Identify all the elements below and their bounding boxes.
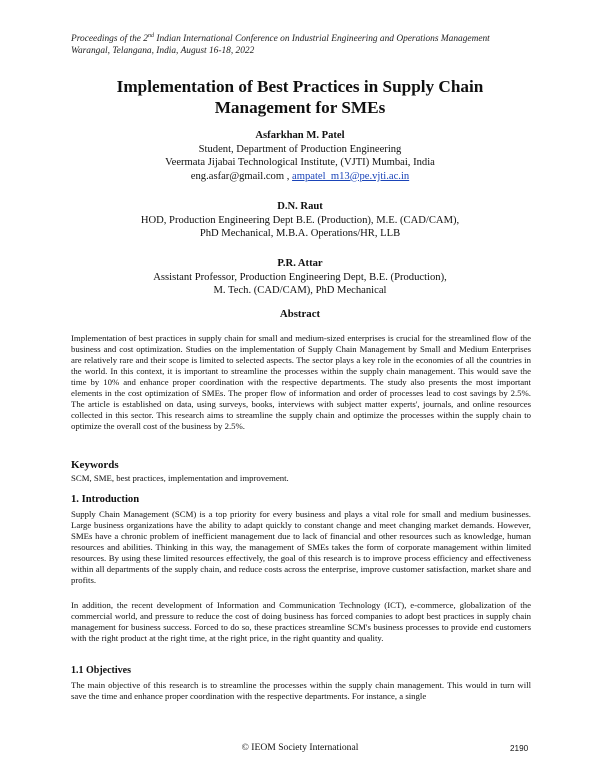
keywords-heading: Keywords <box>71 459 119 471</box>
footer-society: © IEOM Society International <box>241 742 359 753</box>
author-emails: eng.asfar@gmail.com , ampatel_m13@pe.vjti.ac.in <box>190 170 410 182</box>
header-line-2: Warangal, Telangana, India, August 16-18, 2022 <box>71 46 255 56</box>
page-number: 2190 <box>510 744 529 753</box>
author-block-1 <box>40 129 560 183</box>
keywords-text: SCM, SME, best practices, implementation and improvement. <box>71 473 289 483</box>
author-name: D.N. Raut <box>277 201 323 212</box>
introduction-paragraph-2: In addition, the recent development of Information and Communication Technology (ICT), e-commerce, globalization of the commercial world, and pressure to reduce the cost of doing business has forced companies to adopt best practices in supply chain management for business success. Forced to do so, these practices streamline SCM's business processes to provide end customers with the right product at the right time, at the right price, in the right quantity and quality. <box>71 600 531 643</box>
paper-title: Implementation of Best Practices in Supply Chain Management for SMEs <box>116 77 484 117</box>
author-name: Asfarkhan M. Patel <box>255 130 345 141</box>
author-name: P.R. Attar <box>277 258 323 269</box>
author-email-link[interactable]: ampatel_m13@pe.vjti.ac.in <box>292 170 410 182</box>
author-affiliation: Assistant Professor, Production Engineering Dept, B.E. (Production), <box>153 271 447 283</box>
author-block-2 <box>40 200 560 241</box>
proceedings-header <box>71 33 541 57</box>
author-email: eng.asfar@gmail.com <box>190 170 285 182</box>
author-affiliation: Student, Department of Production Engineering <box>198 143 402 155</box>
author-affiliation: M. Tech. (CAD/CAM), PhD Mechanical <box>213 285 387 297</box>
abstract-text: Implementation of best practices in supply chain for small and medium-sized enterprises is crucial for the streamlined flow of the business and cost optimization. Studies on the implementation of Supply Chain Management by Small and Medium Enterprises are relatively rare and their scope is limited to selected aspects. The sector plays a key role in the economies of all the countries in the world. In this context, it is important to streamline the processes within the supply chain management. This would save the time by 10% and enhance proper coordination with the respective departments. The study also presents the most important elements in the cost optimization of SMEs. The proper flow of information and order of processes lead to cost savings by 2.5%. The article is established on data, using surveys, books, interviews with subject matter experts', journals, and online resources collected in this sector. This research aims to streamline the supply chain and optimize the processes within the supply chain to optimize the overall cost of the business by 2.5%. <box>71 333 531 431</box>
author-affiliation: HOD, Production Engineering Dept B.E. (Production), M.E. (CAD/CAM), <box>140 214 460 226</box>
introduction-paragraph-1: Supply Chain Management (SCM) is a top priority for every business and plays a vital role for small and medium businesses. Large business organizations have the ability to adapt quickly to constant change and meet changing market demands. However, SMEs have a chronic problem of inefficient management due to lack of financial and other resources such as knowledge, human resources and abilities. Thinking in this way, the management of SMEs takes the form of corporate management within limited resources. By using these limited resources effectively, the goal of this research is to improve process efficiency and effectiveness within all departments of the supply chain, and reduce costs across the enterprise, improve customer satisfaction, market share and profits. <box>71 509 531 585</box>
objectives-paragraph: The main objective of this research is to streamline the processes within the supply chain management. This would in turn will save the time and enhance proper coordination with the respective departments. For instance, a single <box>71 680 531 701</box>
header-line-1: Proceedings of the 2nd Indian International Conference on Industrial Engineering and Operations Management <box>71 32 490 44</box>
abstract-heading: Abstract <box>279 308 321 320</box>
author-block-3 <box>40 257 560 298</box>
author-affiliation: PhD Mechanical, M.B.A. Operations/HR, LLB <box>199 228 401 240</box>
objectives-heading: 1.1 Objectives <box>71 665 131 676</box>
introduction-heading: 1. Introduction <box>71 494 140 505</box>
author-affiliation: Veermata Jijabai Technological Institute, (VJTI) Mumbai, India <box>165 157 435 169</box>
